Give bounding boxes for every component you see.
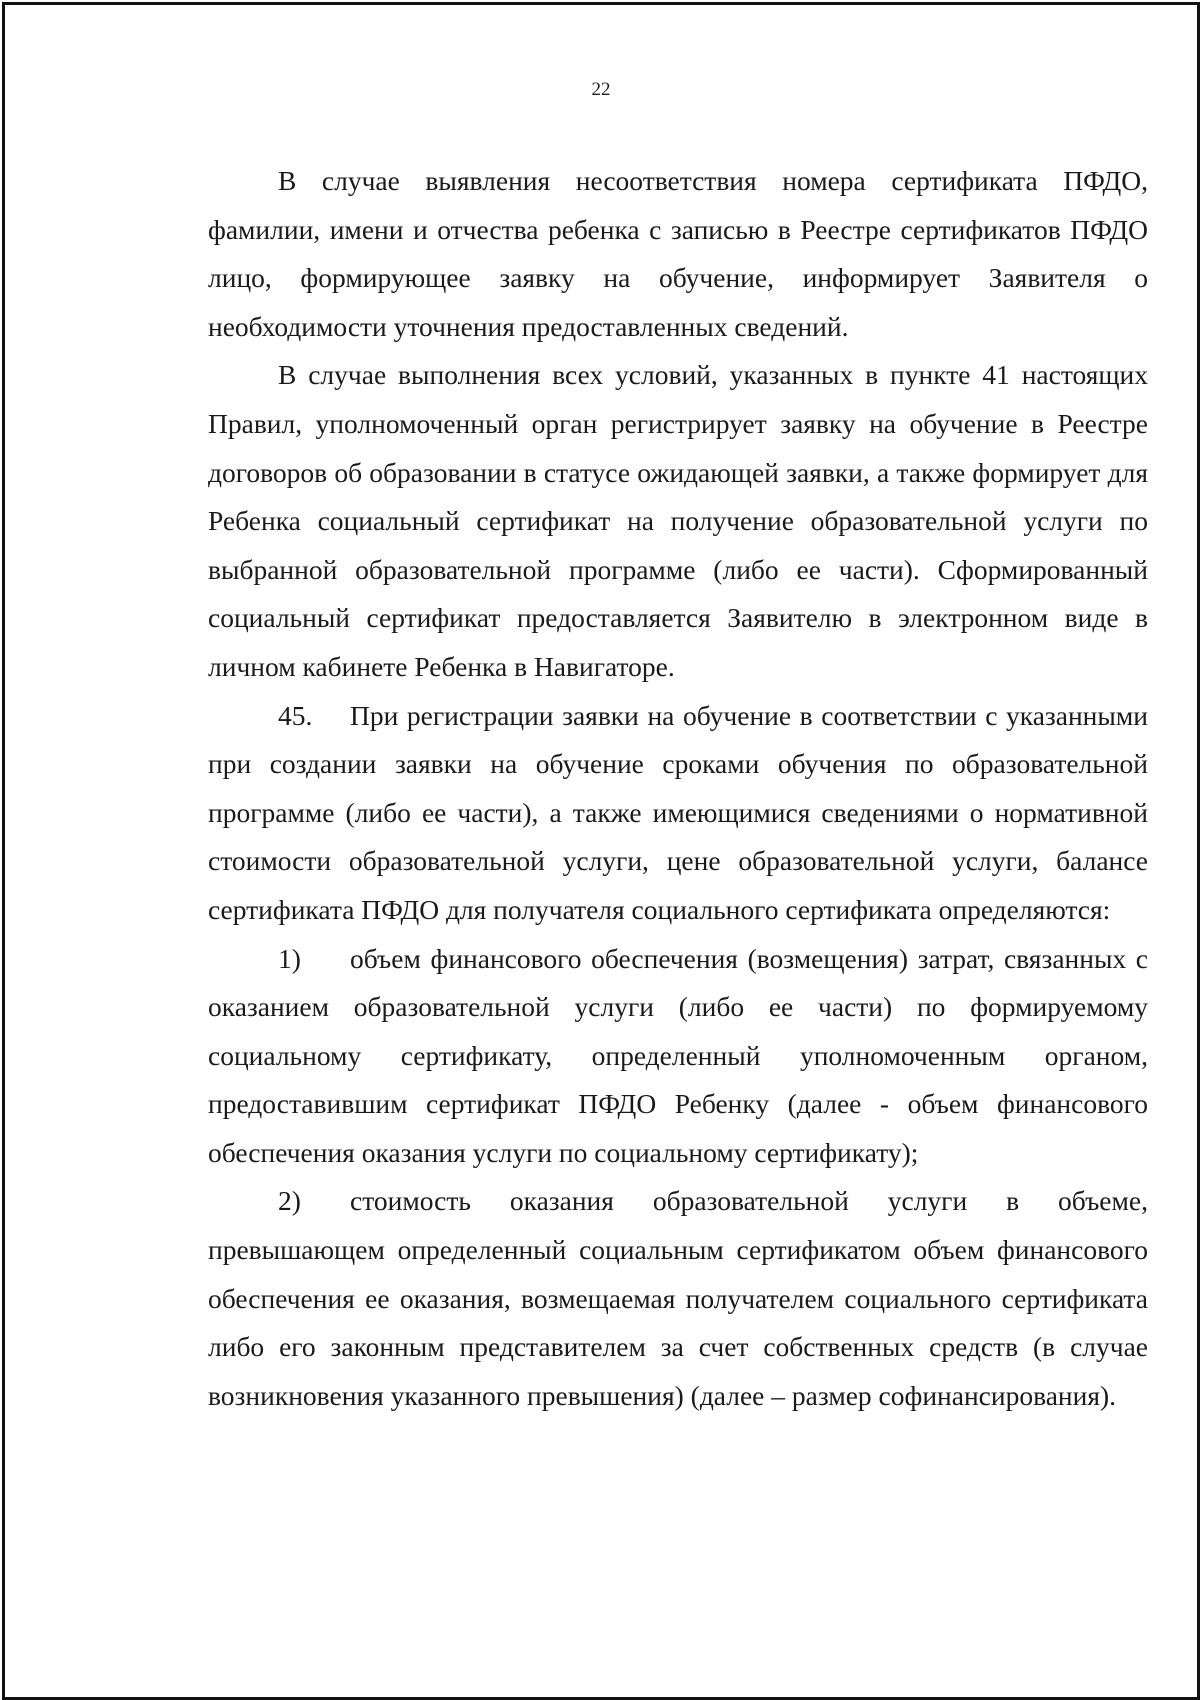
list-item-text: стоимость оказания образовательной услуги в объеме, превышающем определенный социальным сертификатом объем финансового обеспечения ее оказания, возмещаемая получателем социального сертификата либо его законным представителем за счет собственных средств (в случае возникновения указанного превышения) (далее – размер софинансирования). <box>208 1185 1148 1411</box>
numbered-paragraph <box>208 692 1148 935</box>
paragraph <box>208 157 1148 351</box>
paragraph <box>208 351 1148 691</box>
page-number: 22 <box>591 79 611 100</box>
paragraph-text: В случае выявления несоответствия номера сертификата ПФДО, фамилии, имени и отчества ребенка с записью в Реестре сертификатов ПФДО лицо, формирующее заявку на обучение, информирует Заявителя о необходимости уточнения предоставленных сведений. <box>208 165 1148 342</box>
document-body <box>208 157 1148 1420</box>
list-item <box>208 935 1148 1178</box>
paragraph-text: При регистрации заявки на обучение в соответствии с указанными при создании заявки на обучение сроками обучения по образовательной программе (либо ее части), а также имеющимися сведениями о нормативной стоимости образовательной услуги, цене образовательной услуги, балансе сертификата ПФДО для получателя социального сертификата определяются: <box>208 699 1148 925</box>
list-item-number: 1) <box>278 942 301 974</box>
list-item-number: 2) <box>278 1185 301 1217</box>
list-item-text: объем финансового обеспечения (возмещения) затрат, связанных с оказанием образовательной услуги (либо ее части) по формируемому социальному сертификату, определенный уполномоченным органом, предоставившим сертификат ПФДО Ребенку (далее - объем финансового обеспечения оказания услуги по социальному сертификату); <box>208 942 1148 1168</box>
paragraph-number: 45. <box>278 699 313 731</box>
page-frame <box>2 2 1200 1700</box>
list-item <box>208 1177 1148 1420</box>
paragraph-text: В случае выполнения всех условий, указанных в пункте 41 настоящих Правил, уполномоченный орган регистрирует заявку на обучение в Реестре договоров об образовании в статусе ожидающей заявки, а также формирует для Ребенка социальный сертификат на получение образовательной услуги по выбранной образовательной программе (либо ее части). Сформированный социальный сертификат предоставляется Заявителю в электронном виде в личном кабинете Ребенка в Навигаторе. <box>208 359 1148 682</box>
